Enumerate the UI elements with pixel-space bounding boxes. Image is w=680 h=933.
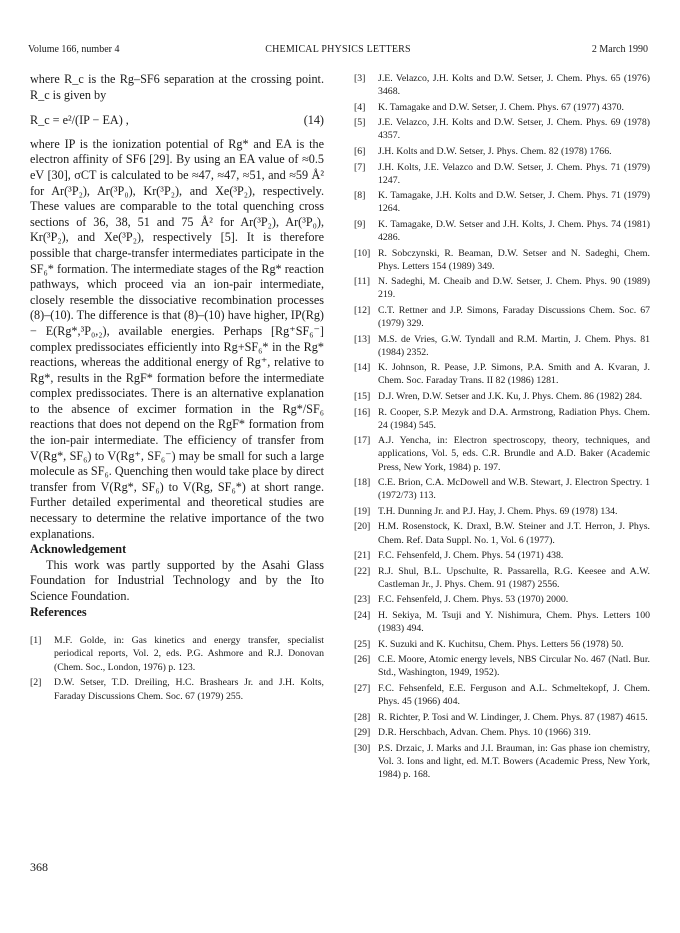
reference-number: [5] (354, 117, 366, 129)
reference-text: K. Johnson, R. Pease, J.P. Simons, P.A. Smith and A. Kvaran, J. Chem. Soc. Faraday Trans. II 82 (1986) 1281. (378, 362, 650, 387)
reference-number: [11] (354, 276, 370, 288)
issue-date: 2 March 1990 (591, 44, 648, 55)
reference-number: [15] (354, 391, 371, 403)
paragraph-crossing-point: where R_c is the Rg–SF6 separation at the crossing point. R_c is given by (30, 72, 324, 102)
reference-text: D.W. Setser, T.D. Dreiling, H.C. Brashears Jr. and J.H. Kolts, Faraday Discussions Chem. Soc. 67 (1979) 255. (54, 677, 324, 702)
reference-number: [12] (354, 305, 371, 316)
reference-number: [20] (354, 521, 371, 533)
reference-item (354, 304, 650, 330)
acknowledgement-heading: Acknowledgement (30, 542, 127, 557)
reference-item (354, 609, 650, 635)
reference-number: [3] (354, 73, 366, 84)
reference-number: [21] (354, 550, 371, 562)
reference-text: T.H. Dunning Jr. and P.J. Hay, J. Chem. Phys. 69 (1978) 134. (378, 505, 618, 517)
reference-number: [29] (354, 727, 371, 739)
reference-text: R.J. Shul, B.L. Upschulte, R. Passarella, R.G. Keesee and A.W. Castleman Jr., J. Phys. Chem. 91 (1987) 2556. (378, 565, 650, 590)
reference-text: D.J. Wren, D.W. Setser and J.K. Ku, J. Phys. Chem. 86 (1982) 284. (378, 391, 643, 403)
reference-number: [14] (354, 362, 371, 374)
reference-item (354, 101, 650, 114)
equation-text: R_c = e²/(IP − EA) , (30, 113, 129, 128)
reference-number: [19] (354, 505, 371, 517)
reference-number: [17] (354, 435, 371, 447)
reference-item (354, 549, 650, 562)
reference-item (354, 72, 650, 98)
reference-number: [13] (354, 333, 371, 345)
reference-text: F.C. Fehsenfeld, E.E. Ferguson and A.L. Schmeltekopf, J. Chem. Phys. 45 (1966) 404. (378, 682, 650, 708)
volume-number: Volume 166, number 4 (28, 44, 120, 55)
reference-text: A.J. Yencha, in: Electron spectroscopy, theory, techniques, and applications, Vol. 5, eds. C.R. Brundle and A.D. Baker (Academic Press, New York, 1984) p. 197. (378, 435, 650, 473)
reference-text: R. Richter, P. Tosi and W. Lindinger, J. Chem. Phys. 87 (1987) 4615. (378, 711, 648, 723)
reference-item (354, 653, 650, 679)
reference-item (354, 476, 650, 502)
reference-text: K. Tamagake, D.W. Setser and J.H. Kolts, J. Chem. Phys. 74 (1981) 4286. (378, 218, 650, 244)
reference-item (30, 634, 324, 674)
reference-text: J.E. Velazco, J.H. Kolts and D.W. Setser, J. Chem. Phys. 65 (1976) 3468. (378, 73, 650, 98)
reference-text: F.C. Fehsenfeld, J. Chem. Phys. 53 (1970) 2000. (378, 594, 569, 606)
reference-item (354, 275, 650, 301)
reference-number: [2] (30, 677, 42, 689)
reference-item (354, 742, 650, 781)
reference-item (354, 726, 650, 739)
reference-number: [7] (354, 161, 366, 173)
reference-item (354, 218, 650, 244)
running-header (28, 44, 648, 58)
reference-text: K. Tamagake and D.W. Setser, J. Chem. Phys. 67 (1977) 4370. (378, 101, 624, 113)
reference-item (354, 390, 650, 403)
left-column (30, 72, 324, 705)
reference-item (354, 638, 650, 651)
reference-text: K. Suzuki and K. Kuchitsu, Chem. Phys. Letters 56 (1978) 50. (378, 638, 624, 650)
reference-text: H. Sekiya, M. Tsuji and Y. Nishimura, Chem. Phys. Letters 100 (1983) 494. (378, 609, 650, 635)
reference-number: [27] (354, 682, 371, 694)
reference-number: [6] (354, 145, 366, 157)
reference-item (354, 161, 650, 187)
reference-item (354, 361, 650, 387)
reference-item (354, 565, 650, 591)
reference-number: [23] (354, 594, 371, 606)
reference-item (354, 116, 650, 142)
reference-text: R. Sobczynski, R. Beaman, D.W. Setser and N. Sadeghi, Chem. Phys. Letters 154 (1989) 349. (378, 247, 650, 272)
reference-text: J.H. Kolts and D.W. Setser, J. Phys. Chem. 82 (1978) 1766. (378, 145, 612, 157)
reference-item (354, 333, 650, 359)
reference-number: [16] (354, 406, 371, 418)
reference-item (354, 145, 650, 158)
reference-list-right (354, 72, 650, 784)
equation-number: (14) (303, 113, 324, 128)
reference-text: J.E. Velazco, J.H. Kolts and D.W. Setser, J. Chem. Phys. 69 (1978) 4357. (378, 117, 650, 142)
reference-text: M.S. de Vries, G.W. Tyndall and R.M. Martin, J. Chem. Phys. 81 (1984) 2352. (378, 333, 650, 358)
reference-item (354, 682, 650, 708)
reference-number: [9] (354, 218, 366, 230)
reference-number: [25] (354, 638, 371, 650)
reference-item (354, 189, 650, 215)
reference-item (354, 247, 650, 273)
reference-number: [28] (354, 711, 371, 723)
acknowledgement-text: This work was partly supported by the Asahi Glass Foundation for Industrial Technology and by the Ito Science Foundation. (30, 557, 324, 603)
reference-number: [24] (354, 609, 371, 621)
reference-number: [18] (354, 477, 371, 489)
equation-14 (30, 113, 324, 129)
reference-item (354, 434, 650, 473)
reference-text: C.T. Rettner and J.P. Simons, Faraday Discussions Chem. Soc. 67 (1979) 329. (378, 305, 650, 330)
reference-text: F.C. Fehsenfeld, J. Chem. Phys. 54 (1971) 438. (378, 550, 564, 562)
references-heading: References (30, 604, 87, 619)
reference-number: [4] (354, 101, 366, 113)
reference-number: [26] (354, 654, 371, 666)
reference-text: N. Sadeghi, M. Cheaib and D.W. Setser, J. Chem. Phys. 90 (1989) 219. (378, 276, 650, 301)
reference-list-left (30, 634, 324, 703)
reference-item (354, 593, 650, 606)
reference-number: [1] (30, 635, 42, 647)
page-number: 368 (30, 860, 48, 874)
reference-text: C.E. Brion, C.A. McDowell and W.B. Stewart, J. Electron Spectry. 1 (1972/73) 113. (378, 477, 650, 502)
reference-text: D.R. Herschbach, Advan. Chem. Phys. 10 (1966) 319. (378, 727, 591, 739)
reference-item (354, 505, 650, 518)
reference-number: [30] (354, 742, 371, 754)
reference-text: M.F. Golde, in: Gas kinetics and energy transfer, specialist periodical reports, Vol. 2, eds. P.G. Ashmore and R.J. Donovan (Chem. Soc., London, 1976) p. 123. (54, 635, 324, 673)
reference-item (354, 711, 650, 724)
reference-text: H.M. Rosenstock, K. Draxl, B.W. Steiner and J.T. Herron, J. Phys. Chem. Ref. Data Suppl. No. 1, Vol. 6 (1977). (378, 521, 650, 546)
reference-text: R. Cooper, S.P. Mezyk and D.A. Armstrong, Radiation Phys. Chem. 24 (1984) 545. (378, 406, 650, 431)
reference-item (30, 676, 324, 702)
journal-name: CHEMICAL PHYSICS LETTERS (265, 44, 411, 55)
reference-number: [10] (354, 247, 371, 259)
paragraph-discussion: where IP is the ionization potential of Rg* and EA is the electron affinity of SF6 [29]. By using an EA value of ≈0.5 eV [30], σCT is calculated to be ≈47, ≈47, ≈51, and ≈59 Å² for Ar(³P₂), Ar(³P₀), Kr(³P₂), and Xe(³P₂), respectively. These values are comparable to the total quenching cross sections of 36, 38, 51 and 75 Å² for Ar(³P₂), Ar(³P₀), Kr(³P₂), and Xe(³P₂), respectively [5]. It is therefore possible that charge-transfer intermediates participate in the SF₆* formation. The intermediate stages of the Rg* reaction pathways, which proceed via an ion-pair intermediate, closely resemble the dissociative recombination processes (8)–(10). The difference is that (8)–(10) have higher, IP(Rg) − E(Rg*,³P₀,₂), available energies. Perhaps [Rg⁺SF₆⁻] complex predissociates efficiently into Rg+SF₆* in the Rg* reactions, whereas the additional energy of Rg⁺, relative to Rg*, results in the RgF* formation before the intermediate complex predissociates. There is an alternative explanation to the absence of excimer formation in the Rg*/SF₆ reactions that does not depend on the RgF* formation from the ion-pair intermediate. The efficiency of transfer from V(Rg*, SF₆) to V(Rg⁺, SF₆⁻) may be small for such a large molecule as SF₆. Quenching then would take place by direct transfer from V(Rg*, SF₆) to V(Rg, SF₆*) at short range. Further detailed experimental and theoretical studies are necessary to determine the relative importance of the two explanations. (30, 136, 324, 541)
reference-item (354, 520, 650, 546)
reference-text: P.S. Drzaic, J. Marks and J.I. Brauman, in: Gas phase ion chemistry, Vol. 3. Ions and light, ed. M.T. Bowers (Academic Press, New York, 1984) p. 168. (378, 742, 650, 780)
reference-item (354, 406, 650, 432)
reference-number: [22] (354, 565, 371, 577)
reference-number: [8] (354, 190, 366, 202)
reference-text: J.H. Kolts, J.E. Velazco and D.W. Setser, J. Chem. Phys. 71 (1979) 1247. (378, 161, 650, 186)
reference-text: K. Tamagake, J.H. Kolts and D.W. Setser, J. Chem. Phys. 71 (1979) 1264. (378, 190, 650, 215)
reference-text: C.E. Moore, Atomic energy levels, NBS Circular No. 467 (Natl. Bur. Std., Washington, 1949, 1952). (378, 654, 650, 679)
